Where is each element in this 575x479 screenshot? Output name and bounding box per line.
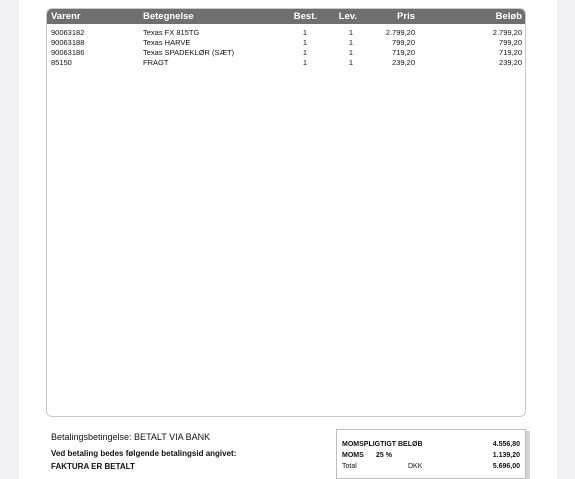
cell-lev: 1 [348,48,353,57]
taxable-value: 4.556,80 [492,441,520,448]
cell-belob: 719,20 [499,48,522,57]
payment-terms-line: Betalingsbetingelse: BETALT VIA BANK [51,432,211,442]
cell-varenr: 90063182 [51,28,85,37]
cell-varenr: 90063188 [51,38,85,47]
cell-betegnelse: Texas FX 815TG [143,28,200,37]
payment-status: FAKTURA ER BETALT [51,462,135,471]
cell-best: 1 [302,38,307,47]
cell-belob: 239,20 [499,58,522,67]
cell-lev: 1 [348,38,353,47]
table-row [47,28,525,38]
total-row [342,462,520,472]
total-currency: DKK [408,463,423,470]
table-row [47,38,525,48]
table-row [47,48,525,58]
cell-best: 1 [302,58,307,67]
items-table-header [47,9,525,24]
items-table [46,8,526,417]
header-pris: Pris [397,11,415,22]
cell-lev: 1 [348,28,353,37]
cell-betegnelse: Texas SPADEKLØR (SÆT) [143,48,235,57]
taxable-label: MOMSPLIGTIGT BELØB [342,441,423,448]
header-best: Best. [293,11,317,22]
totals-box [336,429,526,479]
cell-pris: 799,20 [392,38,415,47]
cell-pris: 2.799,20 [385,28,415,37]
header-lev: Lev. [338,11,357,22]
vat-row [342,451,520,461]
header-betegnelse: Betegnelse [143,11,194,22]
cell-pris: 719,20 [392,48,415,57]
cell-lev: 1 [348,58,353,67]
vat-rate: 25 % [376,452,392,459]
cell-varenr: 85150 [51,58,72,67]
cell-varenr: 90063186 [51,48,85,57]
header-varenr: Varenr [51,11,81,22]
table-row [47,58,525,68]
total-label: Total [342,463,357,470]
cell-betegnelse: FRAGT [143,58,169,67]
payment-id-instruction: Ved betaling bedes følgende betalingsid angivet: [51,449,237,458]
cell-best: 1 [302,48,307,57]
cell-pris: 239,20 [392,58,415,67]
taxable-amount-row [342,440,520,450]
header-belob: Beløb [495,11,522,22]
vat-value: 1.139,20 [492,452,520,459]
cell-betegnelse: Texas HARVE [143,38,191,47]
cell-belob: 799,20 [499,38,522,47]
invoice-page [19,0,557,479]
cell-best: 1 [302,28,307,37]
cell-belob: 2.799,20 [492,28,522,37]
vat-label: MOMS [342,452,364,459]
total-value: 5.696,00 [492,463,520,470]
